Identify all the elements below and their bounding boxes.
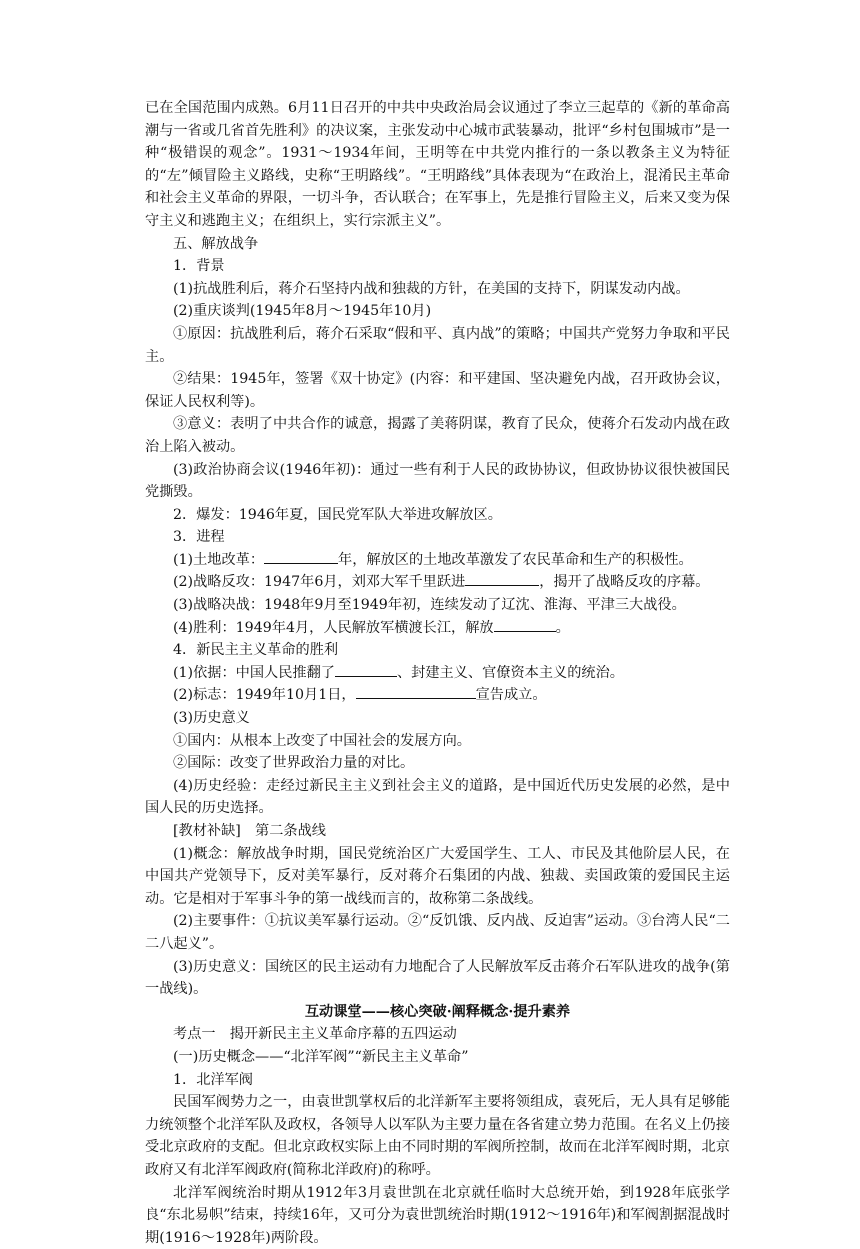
paragraph: ①原因：抗战胜利后，蒋介石采取“假和平、真内战”的策略；中国共产党努力争取和平民主。: [145, 323, 730, 368]
paragraph: (3)历史意义：国统区的民主运动有力地配合了人民解放军反击蒋介石军队进攻的战争(第一战线)。: [145, 956, 730, 1001]
paragraph: ③意义：表明了中共合作的诚意，揭露了美蒋阴谋，教育了民众，使蒋介石发动内战在政治上陷入被动。: [145, 413, 730, 458]
paragraph: ①国内：从根本上改变了中国社会的发展方向。: [145, 730, 730, 753]
section-title: 互动课堂——核心突破·阐释概念·提升素养: [145, 1001, 730, 1024]
paragraph: (1)抗战胜利后，蒋介石坚持内战和独裁的方针，在美国的支持下，阴谋发动内战。: [145, 278, 730, 301]
fill-in-paragraph: (2)标志：1949年10月1日， 宣告成立。: [145, 684, 730, 707]
paragraph: (3)政治协商会议(1946年初)：通过一些有利于人民的政协协议，但政协协议很快被国民党撕毁。: [145, 459, 730, 504]
fill-in-paragraph: (2)战略反攻：1947年6月，刘邓大军千里跃进 ，揭开了战略反攻的序幕。: [145, 571, 730, 594]
fill-in-paragraph: (4)胜利：1949年4月，人民解放军横渡长江，解放 。: [145, 617, 730, 640]
paragraph: ②国际：改变了世界政治力量的对比。: [145, 752, 730, 775]
paragraph: (4)历史经验：走经过新民主主义到社会主义的道路，是中国近代历史发展的必然，是中国人民的历史选择。: [145, 775, 730, 820]
paragraph: (1)概念：解放战争时期，国民党统治区广大爱国学生、工人、市民及其他阶层人民，在中国共产党领导下，反对美军暴行，反对蒋介石集团的内战、独裁、卖国政策的爱国民主运动。它是相对于军事斗争的第一战线而言的，故称第二条战线。: [145, 843, 730, 911]
answer-blank[interactable]: [494, 617, 556, 632]
subsection-heading: 1．背景: [145, 255, 730, 278]
paragraph: 民国军阀势力之一，由袁世凯掌权后的北洋新军主要将领组成，袁死后，无人具有足够能力统领整个北洋军队及政权，各领导人以军队为主要力量在各省建立势力范围。在名义上仍接受北京政府的支配。但北京政权实际上由不同时期的军阀所控制，故而在北洋军阀时期，北京政府又有北洋军阀政府(简称北洋政府)的称呼。: [145, 1091, 730, 1181]
fill-in-paragraph: (1)土地改革： 年，解放区的土地改革激发了农民革命和生产的积极性。: [145, 549, 730, 572]
paragraph: 北洋军阀统治时期从1912年3月袁世凯在北京就任临时大总统开始，到1928年底张学良“东北易帜”结束，持续16年，又可分为袁世凯统治时期(1912～1916年)和军阀割据混战时期(1916～1928年)两阶段。: [145, 1182, 730, 1249]
paragraph: (2)主要事件：①抗议美军暴行运动。②“反饥饿、反内战、反迫害”运动。③台湾人民“二二八起义”。: [145, 910, 730, 955]
answer-blank[interactable]: [264, 549, 338, 564]
supplement-heading: [教材补缺] 第二条战线: [145, 820, 730, 843]
subsection-heading: 1．北洋军阀: [145, 1069, 730, 1092]
subsection-heading: 4．新民主主义革命的胜利: [145, 639, 730, 662]
section-heading: 五、解放战争: [145, 233, 730, 256]
answer-blank[interactable]: [356, 684, 476, 699]
paragraph: ②结果：1945年，签署《双十协定》(内容：和平建国、坚决避免内战，召开政协会议，保证人民权利等)。: [145, 368, 730, 413]
subsection-heading: 3．进程: [145, 526, 730, 549]
answer-blank[interactable]: [335, 662, 397, 677]
paragraph: (3)历史意义: [145, 707, 730, 730]
fill-in-paragraph: (1)依据：中国人民推翻了 、封建主义、官僚资本主义的统治。: [145, 662, 730, 685]
document-page: [145, 97, 730, 1249]
subsection-heading: 2．爆发：1946年夏，国民党军队大举进攻解放区。: [145, 504, 730, 527]
paragraph: (2)重庆谈判(1945年8月～1945年10月): [145, 300, 730, 323]
paragraph: (3)战略决战：1948年9月至1949年初，连续发动了辽沈、淮海、平津三大战役。: [145, 594, 730, 617]
key-point-subheading: (一)历史概念——“北洋军阀”“新民主主义革命”: [145, 1046, 730, 1069]
key-point-heading: 考点一 揭开新民主主义革命序幕的五四运动: [145, 1023, 730, 1046]
intro-paragraph: 已在全国范围内成熟。6月11日召开的中共中央政治局会议通过了李立三起草的《新的革命高潮与一省或几省首先胜利》的决议案，主张发动中心城市武装暴动，批评“乡村包围城市”是一种“极错误的观念”。1931～1934年间，王明等在中共党内推行的一条以教条主义为特征的“左”倾冒险主义路线，史称“王明路线”。“王明路线”具体表现为“在政治上，混淆民主革命和社会主义革命的界限，一切斗争，否认联合；在军事上，先是推行冒险主义，后来又变为保守主义和逃跑主义；在组织上，实行宗派主义”。: [145, 97, 730, 233]
answer-blank[interactable]: [465, 571, 539, 586]
